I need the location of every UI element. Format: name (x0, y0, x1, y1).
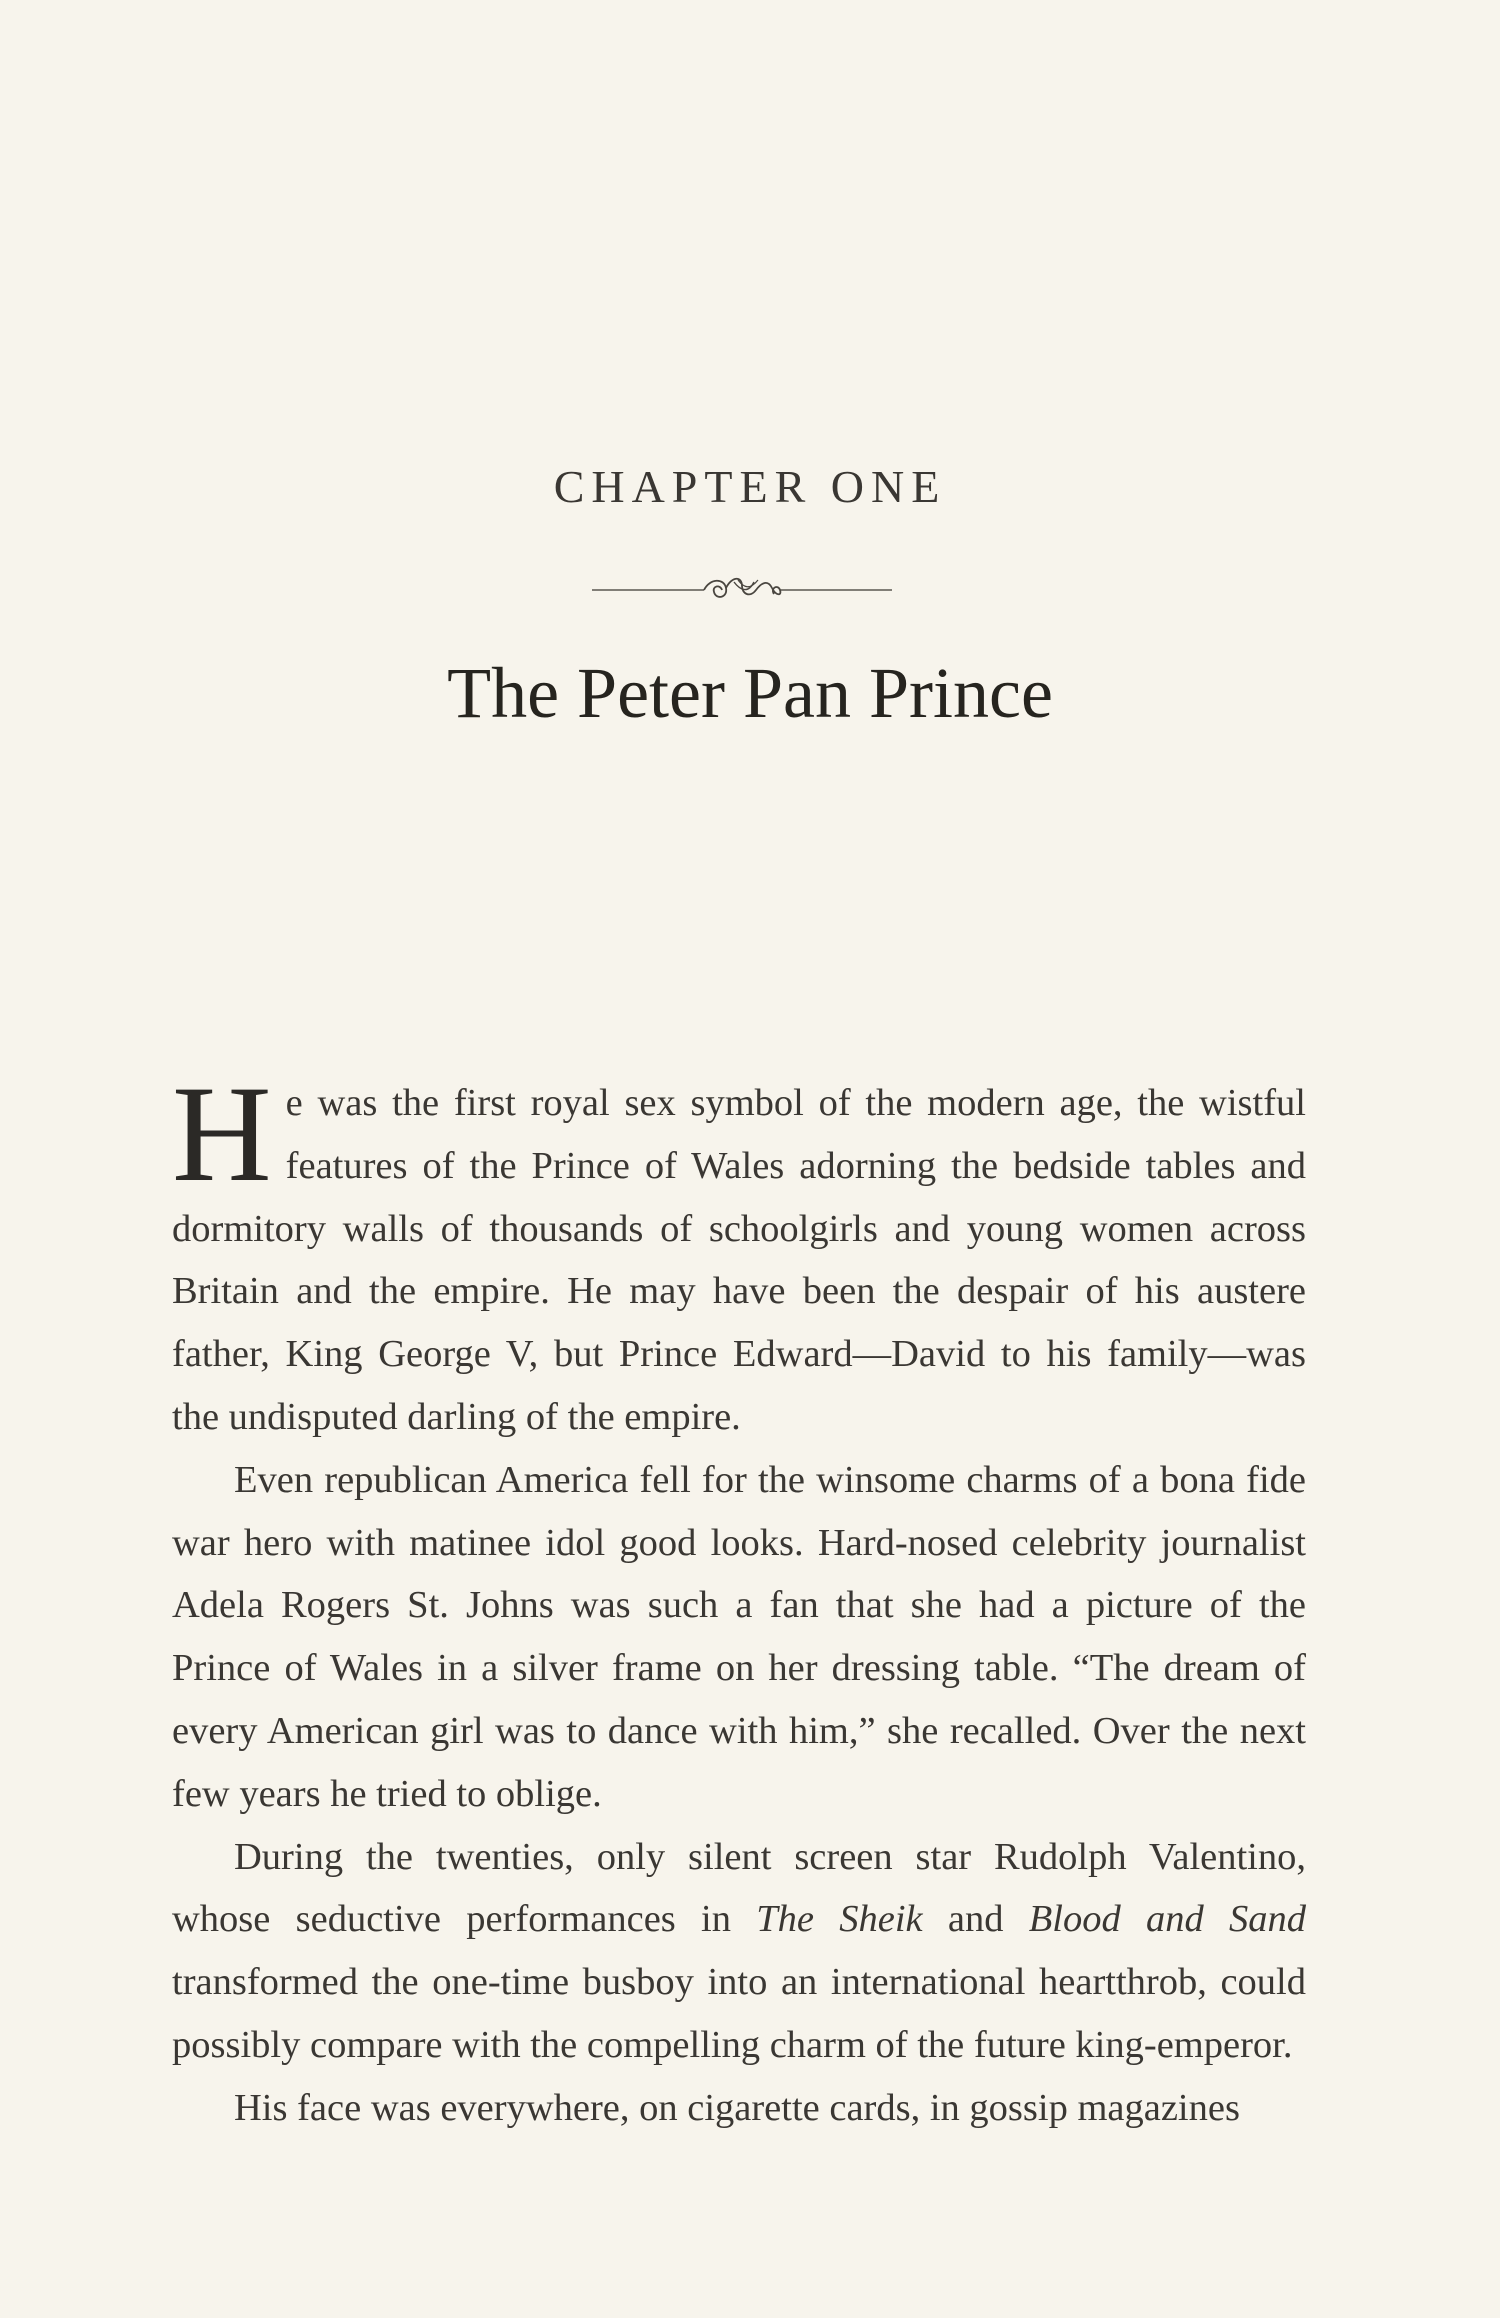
chapter-title: The Peter Pan Prince (447, 653, 1053, 733)
paragraph-4: His face was everywhere, on cigarette cards, in gossip magazines (234, 2086, 1240, 2129)
paragraph-3-part-c: transformed the one-time busboy into an international heartthrob, could possibly compare with the compelling charm of the future king-emperor. (172, 1961, 1306, 2066)
film-title-the-sheik: The Sheik (756, 1898, 923, 1941)
paragraph-1-text: e was the first royal sex symbol of the modern age, the wistful features of the Prince of Wales adorning the bedside tables and dormitory walls of thousands of schoolgirls and young women across Britain and the empire. He may have been the despair of his austere father, King George V, but Prince Edward—David to his family—was the undisputed darling of the empire. (172, 1082, 1306, 1438)
paragraph-1 (172, 1057, 1306, 1449)
chapter-label: CHAPTER ONE (553, 461, 947, 512)
paragraph-3-part-a: During the twenties, only silent screen star Rudolph Valentino, whose seductive performances in (172, 1835, 1306, 1941)
paragraph-2: Even republican America fell for the winsome charms of a bona fide war hero with matinee idol good looks. Hard-nosed celebrity journalist Adela Rogers St. Johns was such a fan that she had a picture of the Prince of Wales in a silver frame on her dressing table. “The dream of every American girl was to dance with him,” she recalled. Over the next few years he tried to oblige. (172, 1458, 1306, 1815)
film-title-blood-and-sand: Blood and Sand (1028, 1898, 1306, 1941)
chapter-body (172, 1057, 1306, 2140)
flourish-ornament-icon (592, 568, 892, 612)
paragraph-3 (172, 1826, 1306, 2077)
paragraph-3-part-b: and (922, 1898, 1029, 1941)
drop-cap: H (172, 1057, 272, 1210)
